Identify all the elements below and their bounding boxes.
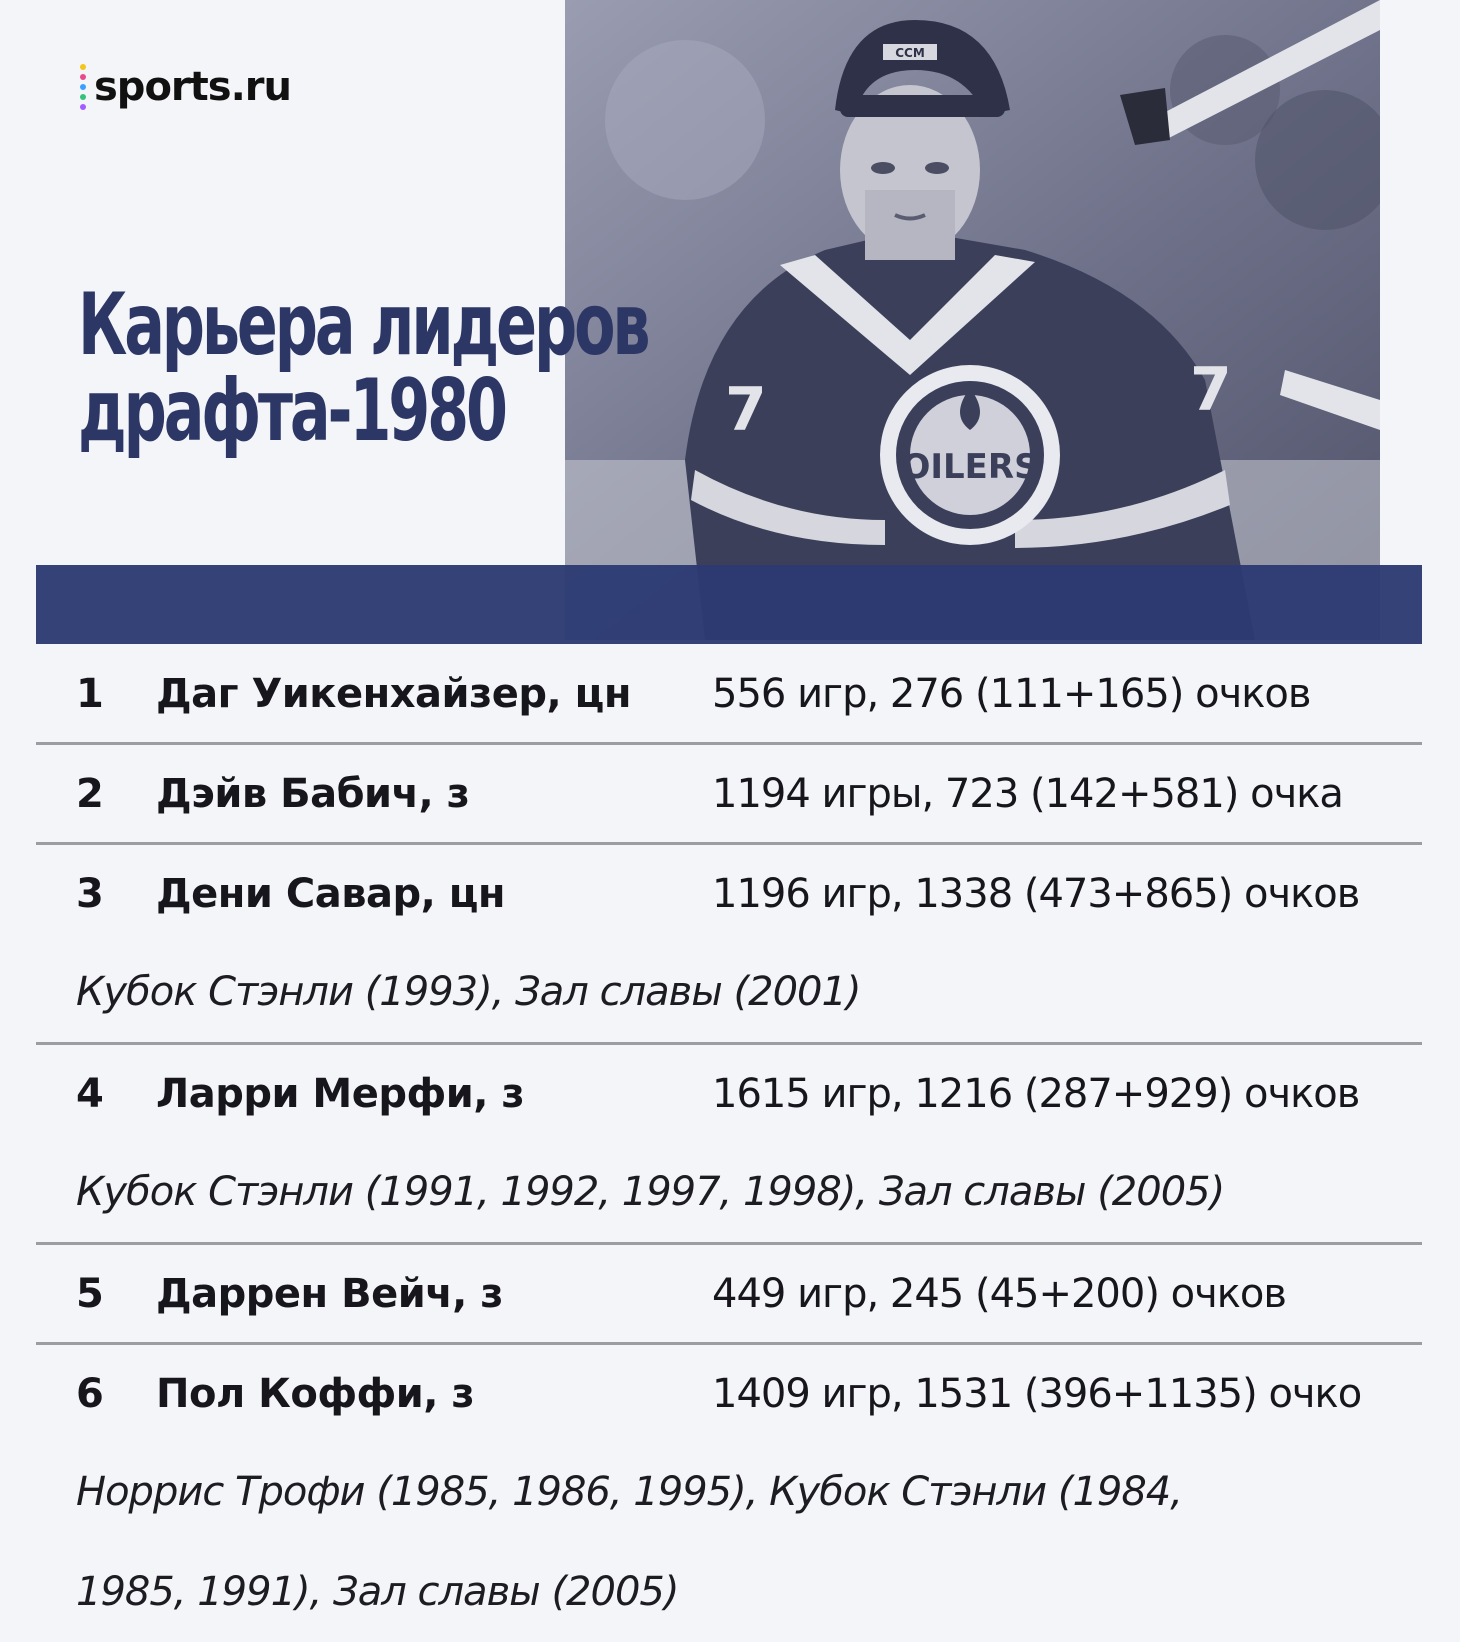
player-name: Даррен Вейч, з xyxy=(156,1270,504,1317)
logo-dot xyxy=(80,64,86,70)
player-row xyxy=(36,745,1422,845)
player-name: Дэйв Бабич, з xyxy=(156,770,470,817)
player-row xyxy=(36,1245,1422,1345)
player-achievements: Кубок Стэнли (1991, 1992, 1997, 1998), Зал славы (2005) xyxy=(76,1169,1225,1215)
players-table xyxy=(36,645,1422,1642)
player-name: Ларри Мерфи, з xyxy=(156,1070,525,1117)
player-name: Пол Коффи, з xyxy=(156,1370,475,1417)
player-line xyxy=(36,845,1422,942)
player-line xyxy=(36,745,1422,842)
player-name: Даг Уикенхайзер, цн xyxy=(156,670,631,717)
sleeve-number-left: 7 xyxy=(725,375,767,445)
logo-dot xyxy=(80,94,86,100)
sleeve-number-right: 7 xyxy=(1190,355,1232,425)
player-rank: 1 xyxy=(76,670,104,717)
title-line-2: драфта-1980 xyxy=(78,361,505,461)
player-line xyxy=(36,645,1422,742)
logo-dot xyxy=(80,84,86,90)
player-row xyxy=(36,645,1422,745)
player-stats: 449 игр, 245 (45+200) очков xyxy=(712,1270,1286,1317)
player-stats: 1196 игр, 1338 (473+865) очков xyxy=(712,870,1360,917)
helmet-text: CCM xyxy=(895,46,925,60)
player-stats: 1409 игр, 1531 (396+1135) очко xyxy=(712,1370,1362,1417)
header-band xyxy=(36,565,1422,644)
logo-dot xyxy=(80,104,86,110)
player-rank: 5 xyxy=(76,1270,104,1317)
player-stats: 1194 игры, 723 (142+581) очка xyxy=(712,770,1343,817)
player-line xyxy=(36,1245,1422,1342)
player-achievements: 1985, 1991), Зал славы (2005) xyxy=(76,1569,679,1615)
player-rank: 4 xyxy=(76,1070,104,1117)
jersey-text: OILERS xyxy=(901,447,1039,487)
player-stats: 1615 игр, 1216 (287+929) очков xyxy=(712,1070,1360,1117)
player-line xyxy=(36,1045,1422,1142)
player-row xyxy=(36,845,1422,1045)
player-line xyxy=(36,1345,1422,1442)
page-title xyxy=(78,275,648,461)
player-rank: 3 xyxy=(76,870,104,917)
player-achievements: Норрис Трофи (1985, 1986, 1995), Кубок Стэнли (1984, xyxy=(76,1469,1182,1515)
player-achievements: Кубок Стэнли (1993), Зал славы (2001) xyxy=(76,969,861,1015)
logo-dots xyxy=(80,64,86,110)
brand-logo xyxy=(80,64,291,110)
player-photo xyxy=(565,0,1380,640)
logo-dot xyxy=(80,74,86,80)
player-row xyxy=(36,1345,1422,1642)
player-rank: 6 xyxy=(76,1370,104,1417)
player-rank: 2 xyxy=(76,770,104,817)
player-row xyxy=(36,1045,1422,1245)
player-name: Дени Савар, цн xyxy=(156,870,506,917)
brand-name: sports.ru xyxy=(94,64,291,110)
player-stats: 556 игр, 276 (111+165) очков xyxy=(712,670,1311,717)
title-line-1: Карьера лидеров xyxy=(78,275,648,375)
